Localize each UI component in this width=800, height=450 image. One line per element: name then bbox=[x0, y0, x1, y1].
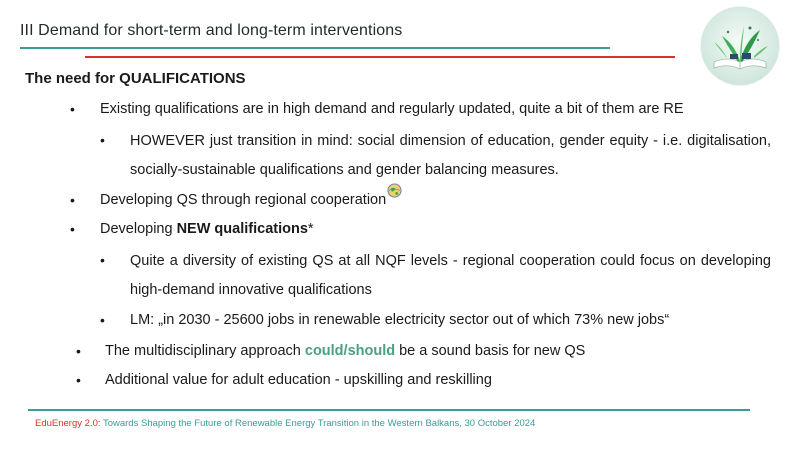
section-heading: The need for QUALIFICATIONS bbox=[25, 70, 246, 87]
sub-bullet-text: Quite a diversity of existing QS at all NQF levels - regional cooperation could focus on developing high-demand innovative qualifications bbox=[130, 253, 771, 298]
sub-bullet-text: LM: „in 2030 - 25600 jobs in renewable electricity sector out of which 73% new jobs“ bbox=[130, 312, 670, 328]
sub-bullet-item bbox=[100, 127, 772, 183]
slide-title: III Demand for short-term and long-term interventions bbox=[20, 22, 403, 39]
bullet-dot: • bbox=[100, 312, 105, 328]
bullet-text: be a sound basis for new QS bbox=[395, 343, 586, 359]
bullet-text: Existing qualifications are in high demand and regularly updated, quite a bit of them are RE bbox=[100, 101, 684, 117]
bullet-text: Additional value for adult education - upskilling and reskilling bbox=[105, 372, 492, 388]
bullet-text-bold: NEW qualifications bbox=[176, 221, 308, 237]
bullet-text: The multidisciplinary approach bbox=[105, 343, 305, 359]
footer-brand: EduEnergy 2.0: bbox=[35, 418, 103, 429]
footer bbox=[35, 418, 535, 429]
bullet-text: Developing QS through regional cooperation bbox=[100, 192, 387, 208]
title-underline-red bbox=[85, 56, 675, 58]
bullet-dot: • bbox=[70, 101, 75, 117]
sub-bullet-item bbox=[100, 247, 772, 303]
bullet-text-emphasis: could/should bbox=[304, 343, 396, 359]
bullet-dot: • bbox=[76, 372, 81, 388]
bullet-dot: • bbox=[70, 192, 75, 208]
asterisk: * bbox=[307, 221, 314, 237]
title-underline-teal bbox=[20, 47, 610, 49]
globe-icon bbox=[387, 183, 402, 198]
footer-rule bbox=[28, 409, 750, 411]
bullet-dot: • bbox=[76, 343, 81, 359]
bullet-dot: • bbox=[100, 252, 105, 268]
bullet-dot: • bbox=[100, 132, 105, 148]
open-book-with-green-plants-icon bbox=[700, 6, 780, 86]
bullet-text: Developing bbox=[100, 221, 177, 237]
footer-text: Towards Shaping the Future of Renewable Energy Transition in the Western Balkans, 30 October 2024 bbox=[102, 418, 536, 429]
sub-bullet-text: HOWEVER just transition in mind: social dimension of education, gender equity - i.e. digitalisation, socially-sustainable qualifications and gender balancing measures. bbox=[130, 133, 771, 178]
bullet-dot: • bbox=[70, 221, 75, 237]
